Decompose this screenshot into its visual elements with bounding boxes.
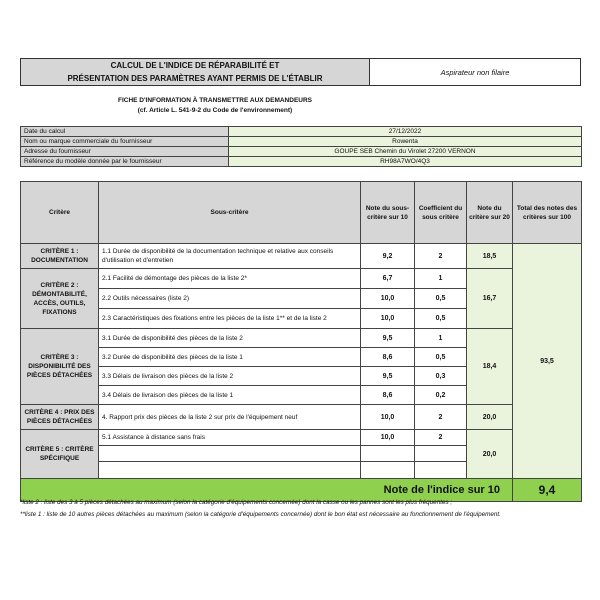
fiche-heading (20, 96, 410, 116)
subcriterion-label: 1.1 Durée de disponibilité de la documentation technique et relative aux conseils d'utilisation et d'entretien (99, 244, 361, 269)
header-coefficient: Coefficient du sous critère (415, 182, 467, 244)
header-sous-critere: Sous-critère (99, 182, 361, 244)
subcriterion-note: 9,5 (361, 367, 415, 386)
criterion-5-note: 20,0 (467, 430, 513, 479)
fiche-line-2: (cf. Article L. 541-9-2 du Code de l'environnement) (137, 107, 293, 114)
subcriterion-label: 2.3 Caractéristiques des fixations entre les pièces de la liste 1** et de la liste 2 (99, 309, 361, 329)
subcriterion-label: 3.2 Durée de disponibilité des pièces de la liste 1 (99, 348, 361, 367)
supplier-info-table (20, 126, 582, 167)
subcriterion-note: 6,7 (361, 269, 415, 289)
info-label: Référence du modèle donnée par le fournisseur (21, 157, 229, 167)
subcriterion-label: 3.3 Délais de livraison des pièces de la liste 2 (99, 367, 361, 386)
footnote-1: *liste 2 : liste des 3 à 5 pièces détachées au maximum (selon la catégorie d'équipements concernée) dont la casse ou les pannes sont les plus fréquentes ; (20, 499, 453, 506)
subcriterion-coef-cell (415, 430, 467, 479)
criterion-1-note: 18,5 (467, 244, 513, 269)
subcriterion-note: 10,0 (361, 289, 415, 309)
subcriterion-note: 10,0 (361, 309, 415, 329)
subcriterion-note: 8,6 (361, 386, 415, 405)
title-line-2: PRÉSENTATION DES PARAMÈTRES AYANT PERMIS DE L'ÉTABLIR (67, 74, 323, 83)
header-critere: Critère (21, 182, 99, 244)
empty-line (361, 446, 414, 462)
info-row-date (21, 127, 582, 137)
index-value: 9,4 (513, 479, 582, 502)
table-row (21, 405, 582, 430)
info-value: GOUPE SEB Chemin du Virolet 27200 VERNON (229, 147, 582, 157)
table-row (21, 430, 582, 479)
subcriterion-label: 2.2 Outils nécessaires (liste 2) (99, 289, 361, 309)
header-note-critere: Note du critère sur 20 (467, 182, 513, 244)
subcriterion-coef: 0,5 (415, 289, 467, 309)
info-label: Adresse du fournisseur (21, 147, 229, 157)
empty-line (415, 446, 466, 462)
subcriterion-note-cell (361, 430, 415, 479)
repairability-table (20, 181, 582, 502)
subcriterion-coef: 0,5 (415, 309, 467, 329)
subcriterion-cell (99, 430, 361, 479)
subcriterion-coef: 2 (415, 405, 467, 430)
subcriterion-label: 4. Rapport prix des pièces de la liste 2 sur prix de l'équipement neuf (99, 405, 361, 430)
info-row-brand (21, 137, 582, 147)
info-label: Date du calcul (21, 127, 229, 137)
total-score: 93,5 (513, 244, 582, 479)
subcriterion-coef: 0,2 (415, 386, 467, 405)
subcriterion-coef: 2 (415, 244, 467, 269)
info-row-address (21, 147, 582, 157)
empty-line (99, 446, 360, 462)
subcriterion-coef: 2 (415, 430, 466, 446)
table-row (21, 244, 582, 269)
subcriterion-note: 10,0 (361, 430, 414, 446)
info-label: Nom ou marque commerciale du fournisseur (21, 137, 229, 147)
title-line-1: CALCUL DE L'INDICE DE RÉPARABILITÉ ET (110, 61, 280, 70)
criterion-2-name: CRITÈRE 2 : DÉMONTABILITÉ, ACCÈS, OUTILS, FIXATIONS (21, 269, 99, 329)
title-box (20, 58, 370, 86)
subcriterion-note: 9,2 (361, 244, 415, 269)
footnote-2: **liste 1 : liste de 10 autres pièces détachées au maximum (selon la catégorie d'équipements concernée) dont le bon état est nécessaire au fonctionnement de l'équipement. (20, 511, 501, 518)
header-row (21, 182, 582, 244)
criterion-2-note: 16,7 (467, 269, 513, 329)
subcriterion-label: 5.1 Assistance à distance sans frais (99, 430, 360, 446)
criterion-3-note: 18,4 (467, 329, 513, 405)
criterion-1-name: CRITÈRE 1 : DOCUMENTATION (21, 244, 99, 269)
index-label: Note de l'indice sur 10 (21, 479, 513, 502)
subcriterion-note: 10,0 (361, 405, 415, 430)
subcriterion-coef: 0,5 (415, 348, 467, 367)
criterion-4-note: 20,0 (467, 405, 513, 430)
criterion-5-name: CRITÈRE 5 : CRITÈRE SPÉCIFIQUE (21, 430, 99, 479)
header-note-sous-critere: Note du sous-critère sur 10 (361, 182, 415, 244)
subcriterion-label: 3.4 Délais de livraison des pièces de la liste 1 (99, 386, 361, 405)
fiche-line-1: FICHE D'INFORMATION À TRANSMETTRE AUX DEMANDEURS (117, 97, 312, 104)
product-type-box (369, 58, 581, 86)
table-row (21, 329, 582, 348)
subcriterion-coef: 0,3 (415, 367, 467, 386)
criterion-3-name: CRITÈRE 3 : DISPONIBILITÉ DES PIÈCES DÉTACHÉES (21, 329, 99, 405)
info-row-reference (21, 157, 582, 167)
subcriterion-coef: 1 (415, 269, 467, 289)
criterion-4-name: CRITÈRE 4 : PRIX DES PIÈCES DÉTACHÉES (21, 405, 99, 430)
table-row (21, 269, 582, 289)
subcriterion-note: 8,6 (361, 348, 415, 367)
info-value: 27/12/2022 (229, 127, 582, 137)
info-value: Rowenta (229, 137, 582, 147)
subcriterion-coef: 1 (415, 329, 467, 348)
subcriterion-label: 2.1 Facilité de démontage des pièces de la liste 2* (99, 269, 361, 289)
product-type: Aspirateur non filaire (440, 67, 510, 77)
subcriterion-note: 9,5 (361, 329, 415, 348)
subcriterion-label: 3.1 Durée de disponibilité des pièces de la liste 2 (99, 329, 361, 348)
empty-line (99, 462, 360, 477)
header-total: Total des notes des critères sur 100 (513, 182, 582, 244)
info-value: RH98A7WO/4Q3 (229, 157, 582, 167)
